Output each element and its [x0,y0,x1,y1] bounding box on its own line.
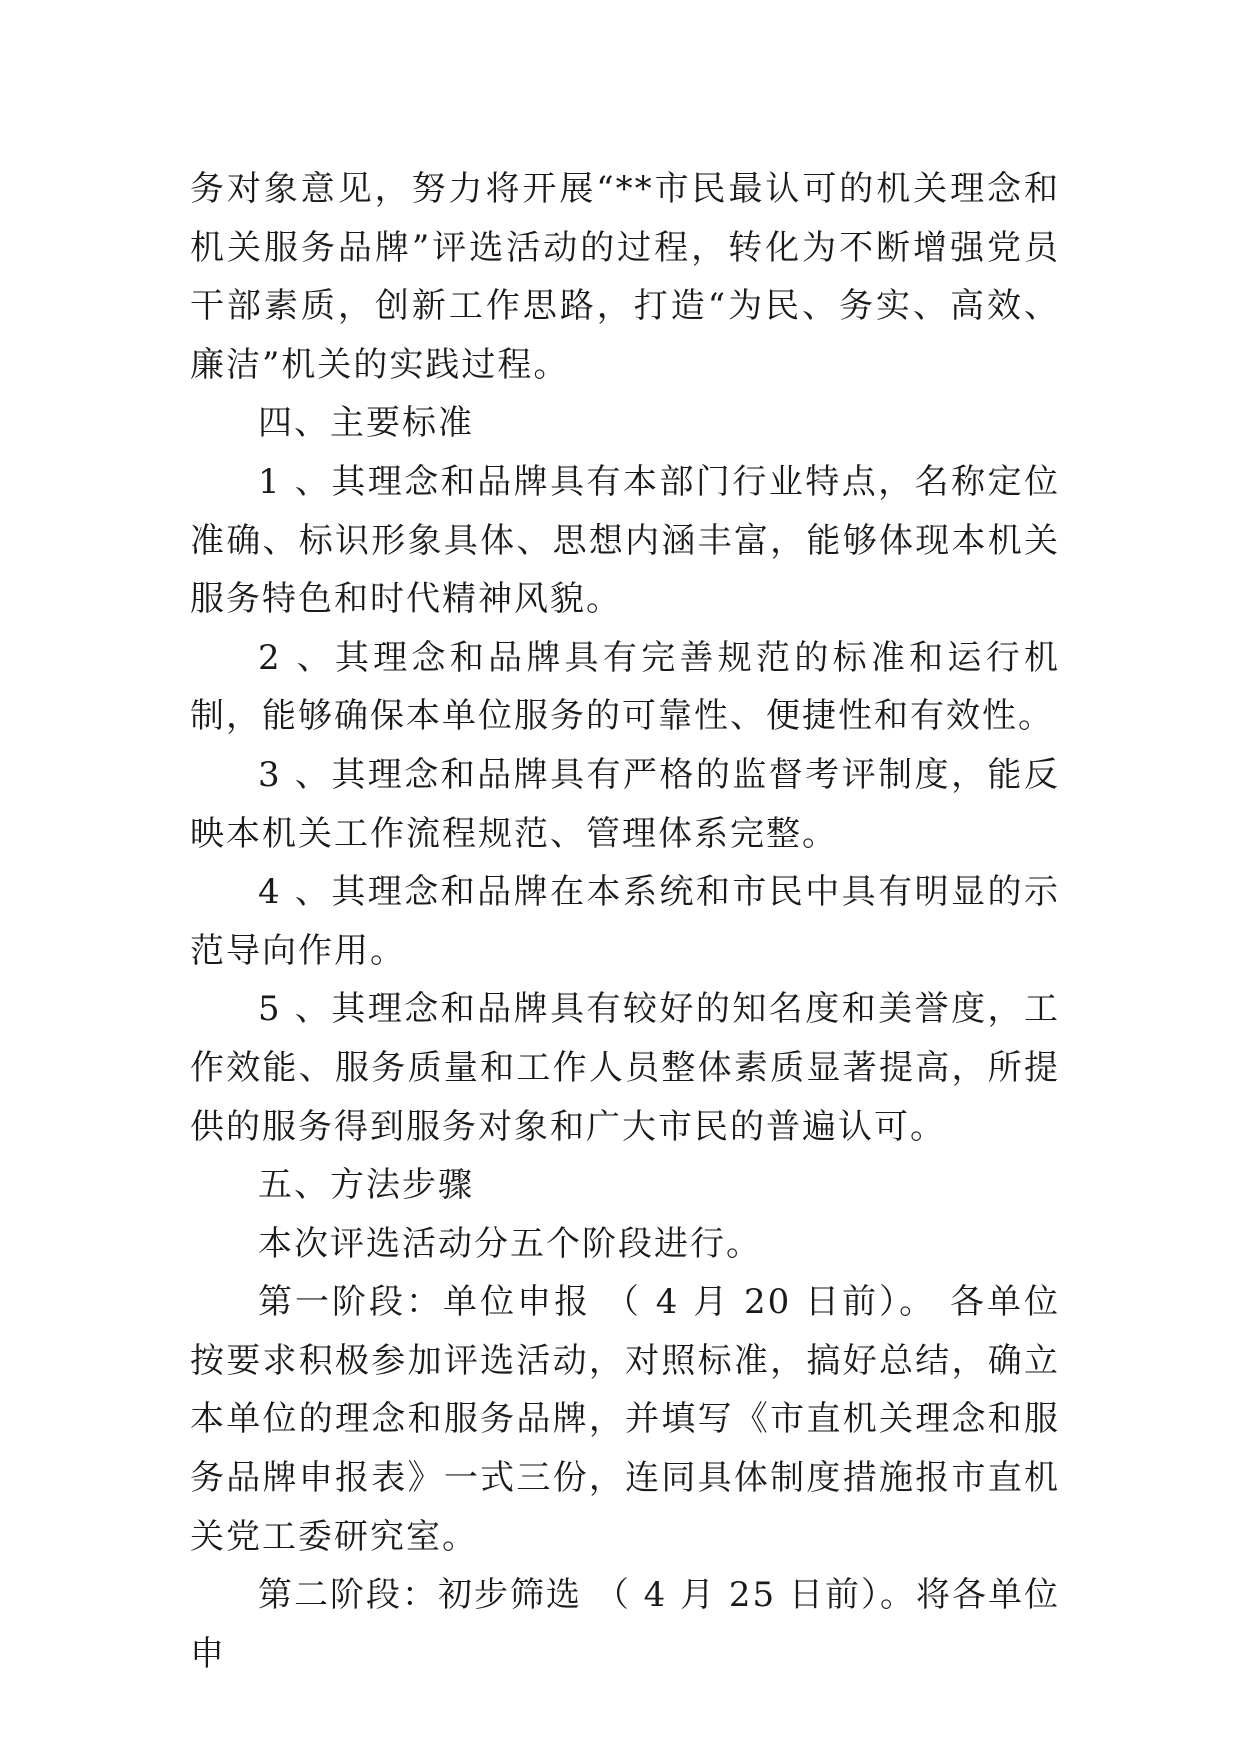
paragraph-intro-continued: 务对象意见，努力将开展“**市民最认可的机关理念和机关服务品牌”评选活动的过程，转化为不断增强党员干部素质，创新工作思路，打造“为民、务实、高效、廉洁”机关的实践过程。 [190,169,1060,385]
standard-item-1: 1 、其理念和品牌具有本部门行业特点，名称定位准确、标识形象具体、思想内涵丰富，能够体现本机关服务特色和时代精神风貌。 [190,461,1060,620]
paragraph-five-stages: 本次评选活动分五个阶段进行。 [258,1223,762,1264]
section-heading-methods-steps: 五、方法步骤 [258,1165,474,1206]
section-heading-main-standards: 四、主要标准 [258,403,474,444]
standard-item-2: 2 、其理念和品牌具有完善规范的标准和运行机制，能够确保本单位服务的可靠性、便捷性和有效性。 [190,637,1060,737]
standard-item-4: 4 、其理念和品牌在本系统和市民中具有明显的示范导向作用。 [190,872,1060,971]
document-page [190,160,1060,1683]
stage-2-paragraph: 第二阶段：初步筛选 （ 4 月 25 日前）。将各单位申 [190,1575,1060,1674]
stage-1-paragraph: 第一阶段：单位申报 （ 4 月 20 日前）。 各单位按要求积极参加评选活动，对照标准，搞好总结，确立本单位的理念和服务品牌，并填写《市直机关理念和服务品牌申报表》一式三份，连同具体制度措施报市直机关党工委研究室。 [190,1282,1060,1557]
standard-item-3: 3 、其理念和品牌具有严格的监督考评制度，能反映本机关工作流程规范、管理体系完整。 [190,754,1060,854]
standard-item-5: 5 、其理念和品牌具有较好的知名度和美誉度，工作效能、服务质量和工作人员整体素质显著提高，所提供的服务得到服务对象和广大市民的普遍认可。 [190,989,1060,1147]
